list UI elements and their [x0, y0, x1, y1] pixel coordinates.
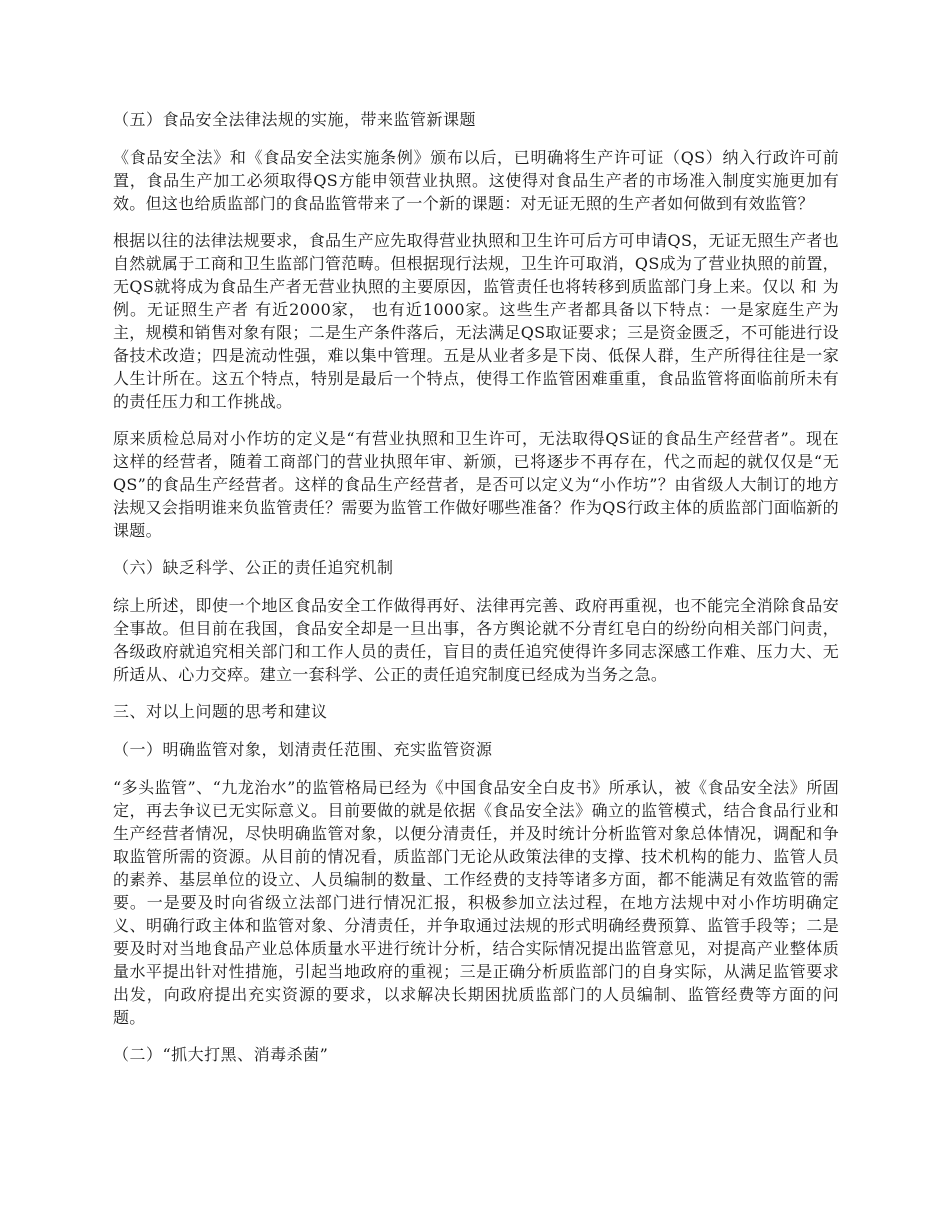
paragraph-workshop-definition: 原来质检总局对小作坊的定义是“有营业执照和卫生许可，无法取得QS证的食品生产经营者”。现在这样的经营者，随着工商部门的营业执照年审、新颁，已将逐步不再存在，代之而起的就仅仅是“无QS”的食品生产经营者。这样的食品生产经营者，是否可以定义为“小作坊”？由省级人大制订的地方法规又会指明谁来负监管责任？需要为监管工作做好哪些准备？作为QS行政主体的质监部门面临新的课题。: [113, 429, 839, 540]
paragraph-supervision-targets: “多头监管”、“九龙治水”的监管格局已经为《中国食品安全白皮书》所承认，被《食品安全法》所固定，再去争议已无实际意义。目前要做的就是依据《食品安全法》确立的监管模式，结合食品行业和生产经营者情况，尽快明确监管对象，以便分清责任，并及时统计分析监管对象总体情况，调配和争取监管所需的资源。从目前的情况看，质监部门无论从政策法律的支撑、技术机构的能力、监管人员的素养、基层单位的设立、人员编制的数量、工作经费的支持等诸多方面，都不能满足有效监管的需要。一是要及时向省级立法部门进行情况汇报，积极参加立法过程，在地方法规中对小作坊明确定义、明确行政主体和监管对象、分清责任，并争取通过法规的形式明确经费预算、监管手段等；二是要及时对当地食品产业总体质量水平进行统计分析，结合实际情况提出监管意见，对提高产业整体质量水平提出针对性措施，引起当地政府的重视；三是正确分析质监部门的自身实际，从满足监管要求出发，向政府提出充实资源的要求，以求解决长期困扰质监部门的人员编制、监管经费等方面的问题。: [113, 778, 839, 1027]
section-heading-6: （六）缺乏科学、公正的责任追究机制: [113, 558, 394, 577]
paragraph-accountability: 综上所述，即使一个地区食品安全工作做得再好、法律再完善、政府再重视，也不能完全消除食品安全事故。但目前在我国，食品安全却是一旦出事，各方舆论就不分青红皂白的纷纷向相关部门问责，各级政府就追究相关部门和工作人员的责任，盲目的责任追究使得许多同志深感工作难、压力大、无所适从、心力交瘁。建立一套科学、公正的责任追究制度已经成为当务之急。: [113, 596, 839, 684]
section-heading-2: （二）“抓大打黑、消毒杀菌”: [113, 1045, 329, 1064]
section-heading-1: （一）明确监管对象，划清责任范围、充实监管资源: [113, 740, 493, 759]
section-heading-three: 三、对以上问题的思考和建议: [113, 702, 328, 721]
paragraph-unlicensed-producers: 根据以往的法律法规要求，食品生产应先取得营业执照和卫生许可后方可申请QS，无证无照生产者也自然就属于工商和卫生监部门管范畴。但根据现行法规，卫生许可取消，QS成为了营业执照的前置，无QS就将成为食品生产者无营业执照的主要原因，监管责任也将转移到质监部门身上来。仅以 和 为例。无证照生产者 有近2000家， 也有近1000家。这些生产者都具备以下特点：一是家庭生产为主，规模和销售对象有限；二是生产条件落后，无法满足QS取证要求；三是资金匮乏，不可能进行设备技术改造；四是流动性强，难以集中管理。五是从业者多是下岗、低保人群，生产所得往往是一家人生计所在。这五个特点，特别是最后一个特点，使得工作监管困难重重，食品监管将面临前所未有的责任压力和工作挑战。: [113, 231, 839, 411]
document-body: [113, 108, 839, 1081]
paragraph-qs-licensing: 《食品安全法》和《食品安全法实施条例》颁布以后，已明确将生产许可证（QS）纳入行政许可前置，食品生产加工必须取得QS方能申领营业执照。这使得对食品生产者的市场准入制度实施更加有效。但这也给质监部门的食品监管带来了一个新的课题：对无证无照的生产者如何做到有效监管？: [113, 148, 839, 213]
section-heading-5: （五）食品安全法律法规的实施，带来监管新课题: [113, 110, 477, 129]
